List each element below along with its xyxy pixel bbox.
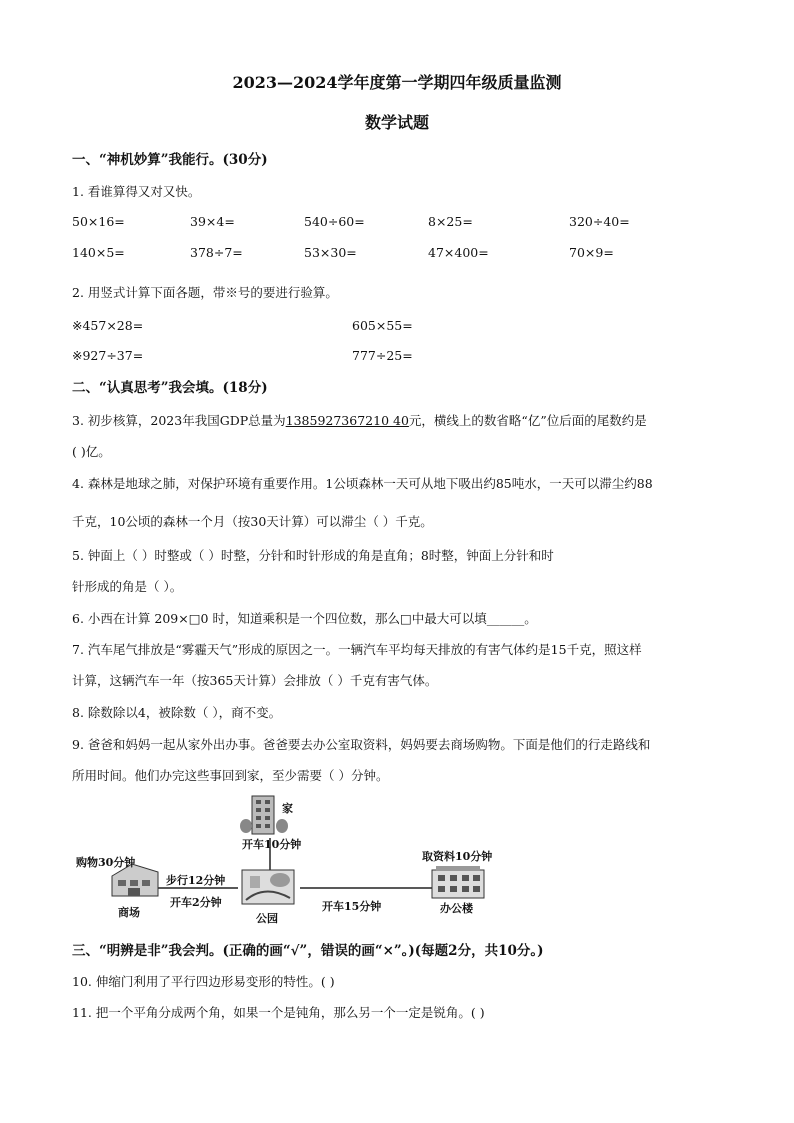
question-4-line-2: 千克，10公顷的森林一个月（按30天计算）可以滞尘（ ）千克。	[72, 514, 433, 529]
drive-15-label: 开车15分钟	[322, 900, 382, 913]
shopping-30-label: 购物30分钟	[76, 856, 136, 869]
office-building-icon	[432, 866, 484, 898]
office-label: 办公楼	[440, 902, 473, 915]
calc-item: 540÷60=	[304, 214, 365, 229]
vertical-calc-item: 777÷25=	[352, 348, 413, 363]
mall-label: 商场	[118, 906, 140, 919]
vertical-calc-item: ※927÷37=	[72, 348, 144, 363]
question-7-line-2: 计算，这辆汽车一年（按365天计算）会排放（ ）千克有害气体。	[72, 673, 438, 688]
question-8: 8. 除数除以4，被除数（ ），商不变。	[72, 705, 282, 720]
question-3-suffix: 元，横线上的数省略“亿”位后面的尾数约是	[408, 413, 647, 428]
section-2-heading: 二、“认真思考”我会填。(18分)	[72, 380, 268, 396]
question-1-text: 1. 看谁算得又对又快。	[72, 184, 201, 199]
vertical-calc-item: ※457×28=	[72, 318, 144, 333]
question-9-line-1: 9. 爸爸和妈妈一起从家外出办事。爸爸要去办公室取资料，妈妈要去商场购物。下面是他们的行走路线和	[72, 737, 651, 752]
calc-item: 50×16=	[72, 214, 125, 229]
calc-item: 47×400=	[428, 245, 489, 260]
vertical-calc-item: 605×55=	[352, 318, 413, 333]
route-diagram-svg	[70, 788, 710, 928]
drive-2-label: 开车2分钟	[170, 896, 222, 909]
fetch-10-label: 取资料10分钟	[422, 850, 493, 863]
question-5-line-2: 针形成的角是（ ）。	[72, 579, 183, 594]
calc-item: 378÷7=	[190, 245, 243, 260]
calc-item: 8×25=	[428, 214, 473, 229]
page-subtitle: 数学试题	[364, 113, 429, 132]
question-5-line-1: 5. 钟面上（ ）时整或（ ）时整，分针和时针形成的角是直角；8时整，钟面上分针和时	[72, 548, 554, 563]
route-diagram	[70, 788, 710, 928]
question-3-line-2: ( )亿。	[72, 444, 111, 459]
calc-item: 53×30=	[304, 245, 357, 260]
section-3-heading: 三、“明辨是非”我会判。(正确的画“√”，错误的画“×”。)(每题2分，共10分。)	[72, 943, 544, 959]
question-4-line-1: 4. 森林是地球之肺，对保护环境有重要作用。1公顷森林一天可从地下吸出约85吨水，一天可以滞尘约88	[72, 476, 653, 491]
question-10: 10. 伸缩门利用了平行四边形易变形的特性。( )	[72, 974, 335, 989]
calc-item: 140×5=	[72, 245, 125, 260]
question-2-text: 2. 用竖式计算下面各题，带※号的要进行验算。	[72, 285, 338, 300]
question-7-line-1: 7. 汽车尾气排放是“雾霾天气”形成的原因之一。一辆汽车平均每天排放的有害气体约是15千克，照这样	[72, 642, 642, 657]
home-label: 家	[282, 802, 293, 815]
question-3-line-1	[72, 413, 647, 429]
section-1-heading: 一、“神机妙算”我能行。(30分)	[72, 152, 268, 168]
home-building-icon	[240, 796, 288, 834]
park-label: 公园	[256, 912, 278, 925]
gdp-number: 1385927367210 40	[285, 413, 409, 428]
question-3-prefix: 3. 初步核算，2023年我国GDP总量为	[72, 413, 286, 428]
question-9-line-2: 所用时间。他们办完这些事回到家，至少需要（ ）分钟。	[72, 768, 389, 783]
question-6: 6. 小西在计算 209×□0 时，知道乘积是一个四位数，那么□中最大可以填______。	[72, 611, 537, 626]
drive-10-label: 开车10分钟	[242, 838, 302, 851]
park-icon	[242, 870, 294, 904]
page-title: 2023—2024学年度第一学期四年级质量监测	[232, 73, 562, 92]
question-11: 11. 把一个平角分成两个角，如果一个是钝角，那么另一个一定是锐角。( )	[72, 1005, 485, 1020]
walk-12-label: 步行12分钟	[166, 874, 226, 887]
calc-item: 320÷40=	[569, 214, 630, 229]
calc-item: 70×9=	[569, 245, 614, 260]
calc-item: 39×4=	[190, 214, 235, 229]
